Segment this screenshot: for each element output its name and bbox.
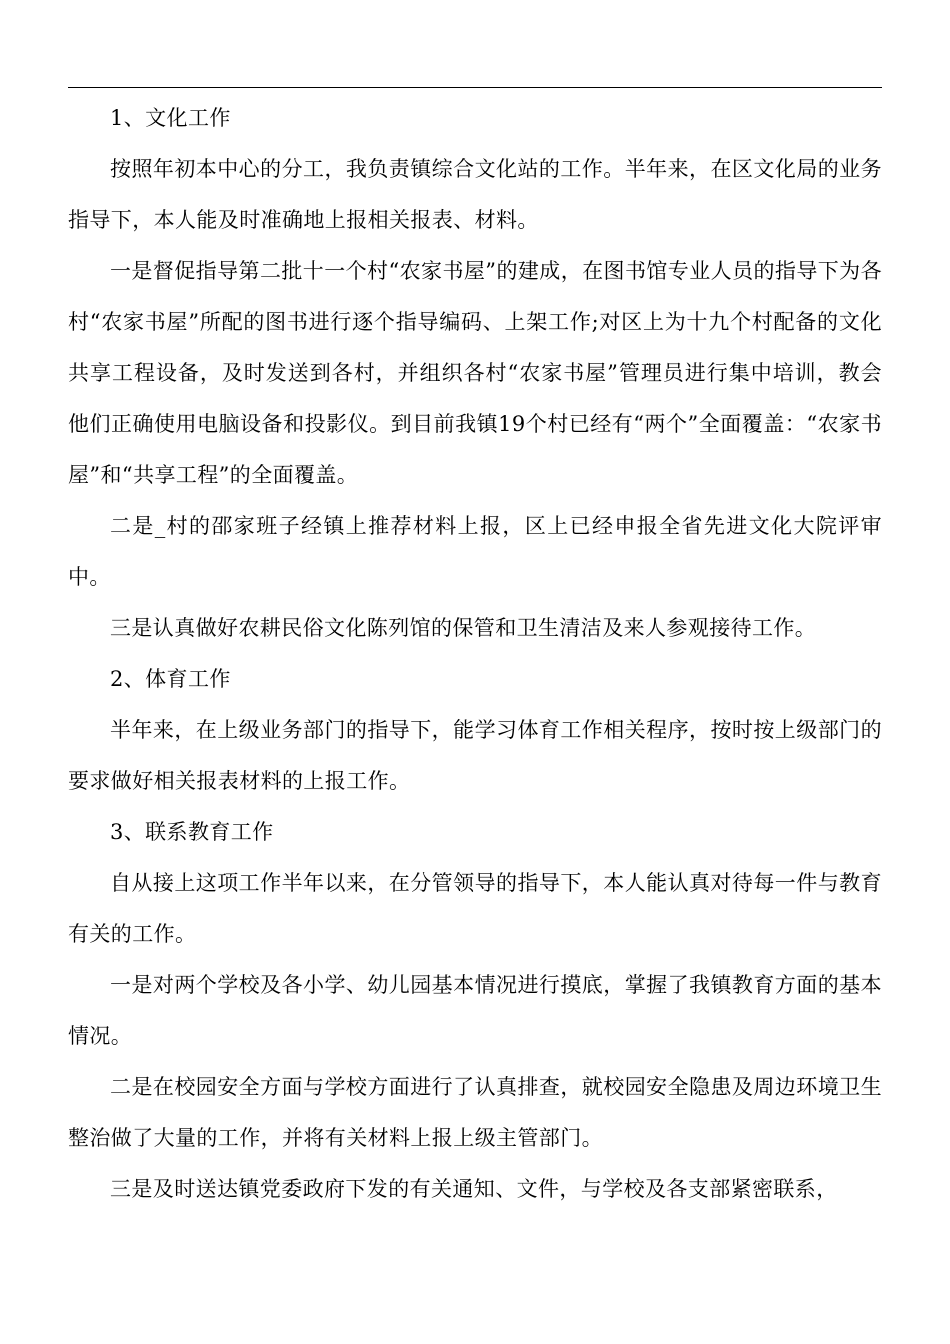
- paragraph: 半年来，在上级业务部门的指导下，能学习体育工作相关程序，按时按上级部门的要求做好相关报表材料的上报工作。: [68, 718, 882, 793]
- paragraph: 二是_村的邵家班子经镇上推荐材料上报，区上已经申报全省先进文化大院评审中。: [68, 514, 882, 589]
- paragraph: 一是对两个学校及各小学、幼儿园基本情况进行摸底，掌握了我镇教育方面的基本情况。: [68, 973, 882, 1048]
- section-heading-culture: 1、文化工作: [110, 106, 231, 130]
- paragraph: 三是及时送达镇党委政府下发的有关通知、文件，与学校及各支部紧密联系，: [110, 1177, 838, 1201]
- paragraph: 一是督促指导第二批十一个村“农家书屋”的建成，在图书馆专业人员的指导下为各村“农家书屋”所配的图书进行逐个指导编码、上架工作;对区上为十九个村配备的文化共享工程设备，及时发送到各村，并组织各村“农家书屋”管理员进行集中培训，教会他们正确使用电脑设备和投影仪。到目前我镇19个村已经有“两个”全面覆盖：“农家书屋”和“共享工程”的全面覆盖。: [68, 259, 882, 487]
- header-rule: [68, 87, 882, 88]
- paragraph: 二是在校园安全方面与学校方面进行了认真排查，就校园安全隐患及周边环境卫生整治做了大量的工作，并将有关材料上报上级主管部门。: [68, 1075, 882, 1150]
- paragraph: 三是认真做好农耕民俗文化陈列馆的保管和卫生清洁及来人参观接待工作。: [110, 616, 817, 640]
- paragraph: 自从接上这项工作半年以来，在分管领导的指导下，本人能认真对待每一件与教育有关的工作。: [68, 871, 882, 946]
- document-body: [68, 93, 882, 1215]
- section-heading-education: 3、联系教育工作: [110, 820, 274, 844]
- section-heading-sports: 2、体育工作: [110, 667, 231, 691]
- paragraph: 按照年初本中心的分工，我负责镇综合文化站的工作。半年来，在区文化局的业务指导下，本人能及时准确地上报相关报表、材料。: [68, 157, 882, 232]
